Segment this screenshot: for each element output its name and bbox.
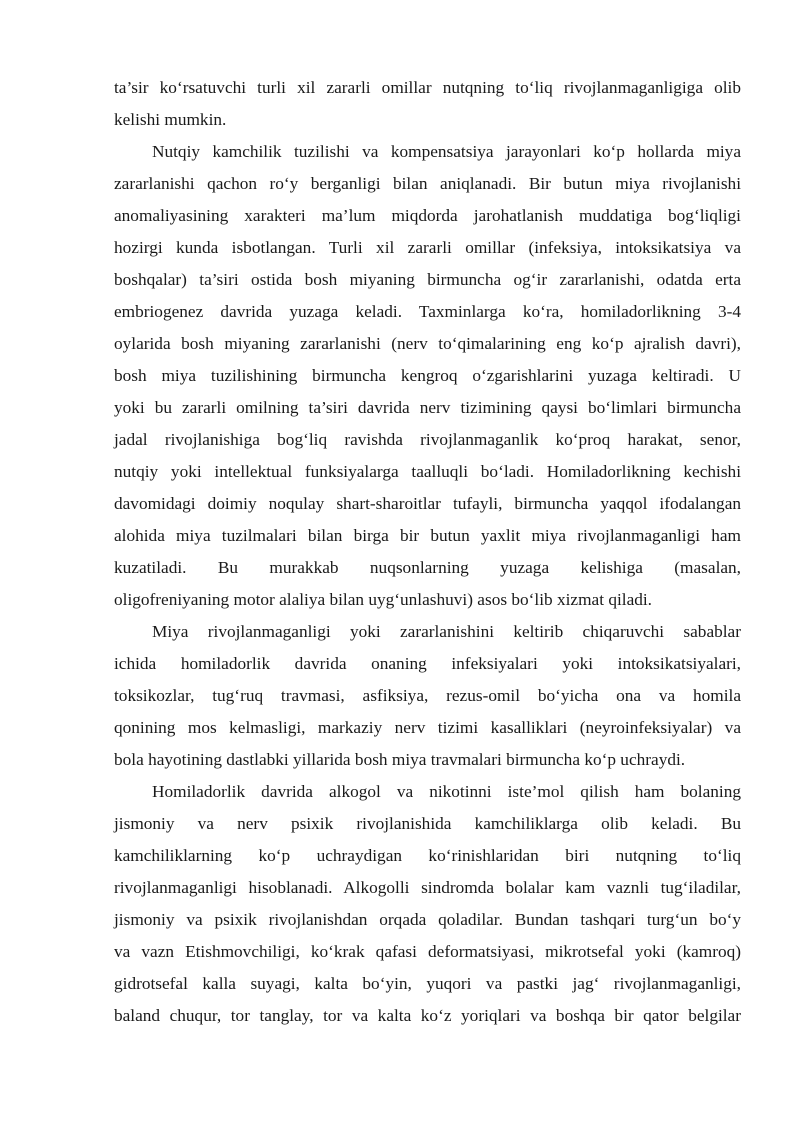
- text-line: nutqiy yoki intellektual funksiyalarga taalluqli bo‘ladi. Homiladorlikning kechishi: [114, 462, 741, 481]
- text-line: jismoniy va nerv psixik rivojlanishida kamchiliklarga olib keladi. Bu: [114, 814, 741, 833]
- paragraph-2: [114, 136, 741, 616]
- text-line: qonining mos kelmasligi, markaziy nerv tizimi kasalliklari (neyroinfeksiyalar) va: [114, 718, 741, 737]
- text-line: bola hayotining dastlabki yillarida bosh miya travmalari birmuncha ko‘p uchraydi.: [114, 750, 686, 769]
- text-line: zararlanishi qachon ro‘y berganligi bilan aniqlanadi. Bir butun miya rivojlanishi: [114, 174, 741, 193]
- text-line: kuzatiladi. Bu murakkab nuqsonlarning yuzaga kelishiga (masalan,: [114, 558, 741, 577]
- text-line: davomidagi doimiy noqulay shart-sharoitlar tufayli, birmuncha yaqqol ifodalangan: [114, 494, 741, 513]
- document-page: [114, 72, 741, 1032]
- text-line: kamchiliklarning ko‘p uchraydigan ko‘rinishlaridan biri nutqning to‘liq: [114, 846, 741, 865]
- paragraph-4: [114, 776, 741, 1032]
- text-line: jismoniy va psixik rivojlanishdan orqada qoladilar. Bundan tashqari turg‘un bo‘y: [114, 910, 741, 929]
- text-line: kelishi mumkin.: [114, 110, 227, 129]
- text-line: oylarida bosh miyaning zararlanishi (nerv to‘qimalarining eng ko‘p ajralish davri),: [114, 334, 741, 353]
- text-line: Miya rivojlanmaganligi yoki zararlanishini keltirib chiqaruvchi sabablar: [152, 622, 741, 641]
- text-line: hozirgi kunda isbotlangan. Turli xil zararli omillar (infeksiya, intoksikatsiya va: [114, 238, 741, 257]
- text-line: embriogenez davrida yuzaga keladi. Taxminlarga ko‘ra, homiladorlikning 3-4: [114, 302, 741, 321]
- text-line: bosh miya tuzilishining birmuncha kengroq o‘zgarishlarini yuzaga keltiradi. U: [114, 366, 741, 385]
- text-line: toksikozlar, tug‘ruq travmasi, asfiksiya, rezus-omil bo‘yicha ona va homila: [114, 686, 741, 705]
- text-line: Homiladorlik davrida alkogol va nikotinni iste’mol qilish ham bolaning: [152, 782, 741, 801]
- text-line: jadal rivojlanishiga bog‘liq ravishda rivojlanmaganlik ko‘proq harakat, senor,: [114, 430, 741, 449]
- text-line: ta’sir ko‘rsatuvchi turli xil zararli omillar nutqning to‘liq rivojlanmaganligiga olib: [114, 78, 741, 97]
- text-line: oligofreniyaning motor alaliya bilan uyg‘unlashuvi) asos bo‘lib xizmat qiladi.: [114, 590, 653, 609]
- text-line: boshqalar) ta’siri ostida bosh miyaning birmuncha og‘ir zararlanishi, odatda erta: [114, 270, 741, 289]
- paragraph-3: [114, 616, 741, 776]
- paragraph-1: [114, 72, 741, 136]
- text-line: ichida homiladorlik davrida onaning infeksiyalari yoki intoksikatsiyalari,: [114, 654, 741, 673]
- text-line: baland chuqur, tor tanglay, tor va kalta ko‘z yoriqlari va boshqa bir qator belgilar: [114, 1006, 741, 1025]
- text-line: gidrotsefal kalla suyagi, kalta bo‘yin, yuqori va pastki jag‘ rivojlanmaganligi,: [114, 974, 741, 993]
- text-line: va vazn Etishmovchiligi, ko‘krak qafasi deformatsiyasi, mikrotsefal yoki (kamroq): [114, 942, 741, 961]
- text-line: anomaliyasining xarakteri ma’lum miqdorda jarohatlanish muddatiga bog‘liqligi: [114, 206, 741, 225]
- text-line: yoki bu zararli omilning ta’siri davrida nerv tizimining qaysi bo‘limlari birmuncha: [114, 398, 741, 417]
- text-line: rivojlanmaganligi hisoblanadi. Alkogolli sindromda bolalar kam vaznli tug‘iladilar,: [114, 878, 741, 897]
- text-line: alohida miya tuzilmalari bilan birga bir butun yaxlit miya rivojlanmaganligi ham: [114, 526, 741, 545]
- text-line: Nutqiy kamchilik tuzilishi va kompensatsiya jarayonlari ko‘p hollarda miya: [152, 142, 741, 161]
